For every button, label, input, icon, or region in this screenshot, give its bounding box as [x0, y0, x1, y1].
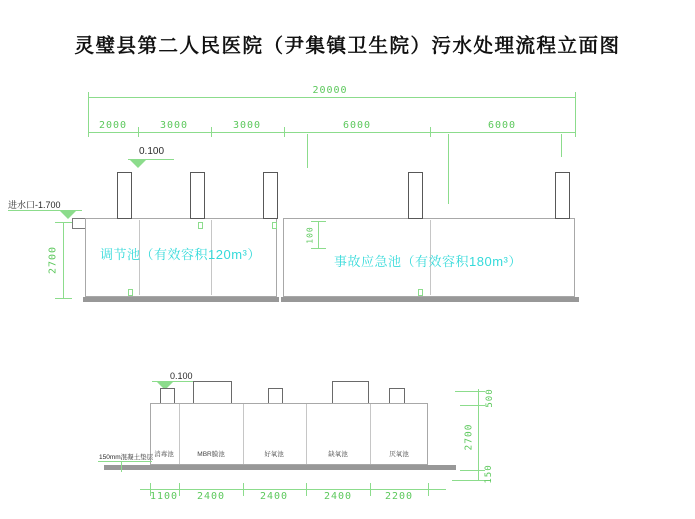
dim-tick [306, 483, 307, 496]
cell-partition [243, 404, 244, 464]
vent-shaft [117, 172, 132, 219]
dim-tick [55, 222, 72, 223]
dim-tick [243, 483, 244, 496]
cell-label-aerobic: 好氧池 [264, 451, 284, 458]
dim-tick [55, 298, 72, 299]
note-concrete-cushion: 150mm混凝土垫层 [99, 454, 154, 461]
dim-line-total [88, 97, 575, 98]
dim-label-segment-1: 2000 [98, 120, 128, 131]
extension-line [561, 134, 562, 157]
dim-tick [311, 248, 326, 249]
treatment-unit-body [150, 403, 428, 465]
dim-label-segment-4: 6000 [342, 120, 372, 131]
elevation-marker-icon [130, 160, 146, 168]
dim-line-segments [88, 132, 575, 133]
waterstop-mark [128, 289, 133, 296]
waterstop-mark [198, 222, 203, 229]
dim-tick [211, 127, 212, 137]
cell-label-mbr: MBR膜池 [197, 451, 225, 458]
cell-label-anoxic: 缺氧池 [328, 451, 348, 458]
tank-base-slab [83, 297, 279, 302]
tank-regulation-label: 调节池（有效容积120m³） [100, 247, 261, 262]
tank-emergency-label: 事故应急池（有效容积180m³） [334, 254, 522, 269]
manhole [160, 388, 175, 404]
dim-tick [138, 127, 139, 137]
dim-label-2400a: 2400 [196, 491, 226, 502]
dim-label-segment-5: 6000 [487, 120, 517, 131]
note-leader-line [98, 461, 152, 462]
dim-label-freeboard: 100 [305, 226, 315, 244]
manhole [389, 388, 405, 404]
cell-label-anaerobic: 厌氧池 [389, 451, 409, 458]
manhole [332, 381, 369, 404]
elevation-value: 0.100 [139, 146, 165, 157]
dim-ext-left [88, 92, 89, 137]
dim-line-right [478, 389, 479, 481]
dim-tick [460, 405, 485, 406]
dim-line-depth [63, 222, 64, 298]
vent-shaft [263, 172, 278, 219]
dim-line-freeboard [318, 221, 319, 248]
dim-tick [284, 127, 285, 137]
cell-partition [179, 404, 180, 464]
cell-partition [306, 404, 307, 464]
dim-tick [428, 483, 429, 496]
dim-tick [179, 483, 180, 496]
waterstop-mark [272, 222, 277, 229]
dim-label-2700-lower: 2700 [463, 423, 475, 451]
dim-label-2400c: 2400 [323, 491, 353, 502]
cell-partition [370, 404, 371, 464]
dim-label-2200: 2200 [384, 491, 414, 502]
note-leader-line [121, 461, 122, 472]
extension-line [307, 134, 308, 168]
dim-label-depth: 2700 [47, 245, 59, 275]
tank-base-slab [281, 297, 579, 302]
extension-line [448, 134, 449, 204]
cell-label-disinfection: 消毒池 [154, 451, 174, 458]
dim-tick [455, 391, 485, 392]
dim-tick [460, 470, 485, 471]
elevation-value-lower: 0.100 [170, 371, 193, 381]
dim-tick [430, 127, 431, 137]
manhole [268, 388, 283, 404]
dim-tick [311, 221, 326, 222]
vent-shaft [555, 172, 570, 219]
dim-label-segment-2: 3000 [159, 120, 189, 131]
dim-tick [370, 483, 371, 496]
drawing-title: 灵璧县第二人民医院（尹集镇卫生院）污水处理流程立面图 [74, 36, 621, 57]
dim-tick [452, 480, 485, 481]
dim-label-2400b: 2400 [259, 491, 289, 502]
dim-ext-right [575, 92, 576, 137]
inlet-label: 进水口-1.700 [8, 200, 61, 210]
dim-label-500: 500 [485, 388, 495, 408]
vent-shaft [408, 172, 423, 219]
waterstop-mark [418, 289, 423, 296]
dim-label-1100: 1100 [149, 491, 179, 502]
dim-line-bottom [140, 489, 446, 490]
foundation-slab [104, 465, 456, 470]
manhole [193, 381, 232, 404]
vent-shaft [190, 172, 205, 219]
dim-label-150: 150 [484, 464, 494, 484]
dim-label-total: 20000 [312, 85, 348, 96]
dim-label-segment-3: 3000 [232, 120, 262, 131]
